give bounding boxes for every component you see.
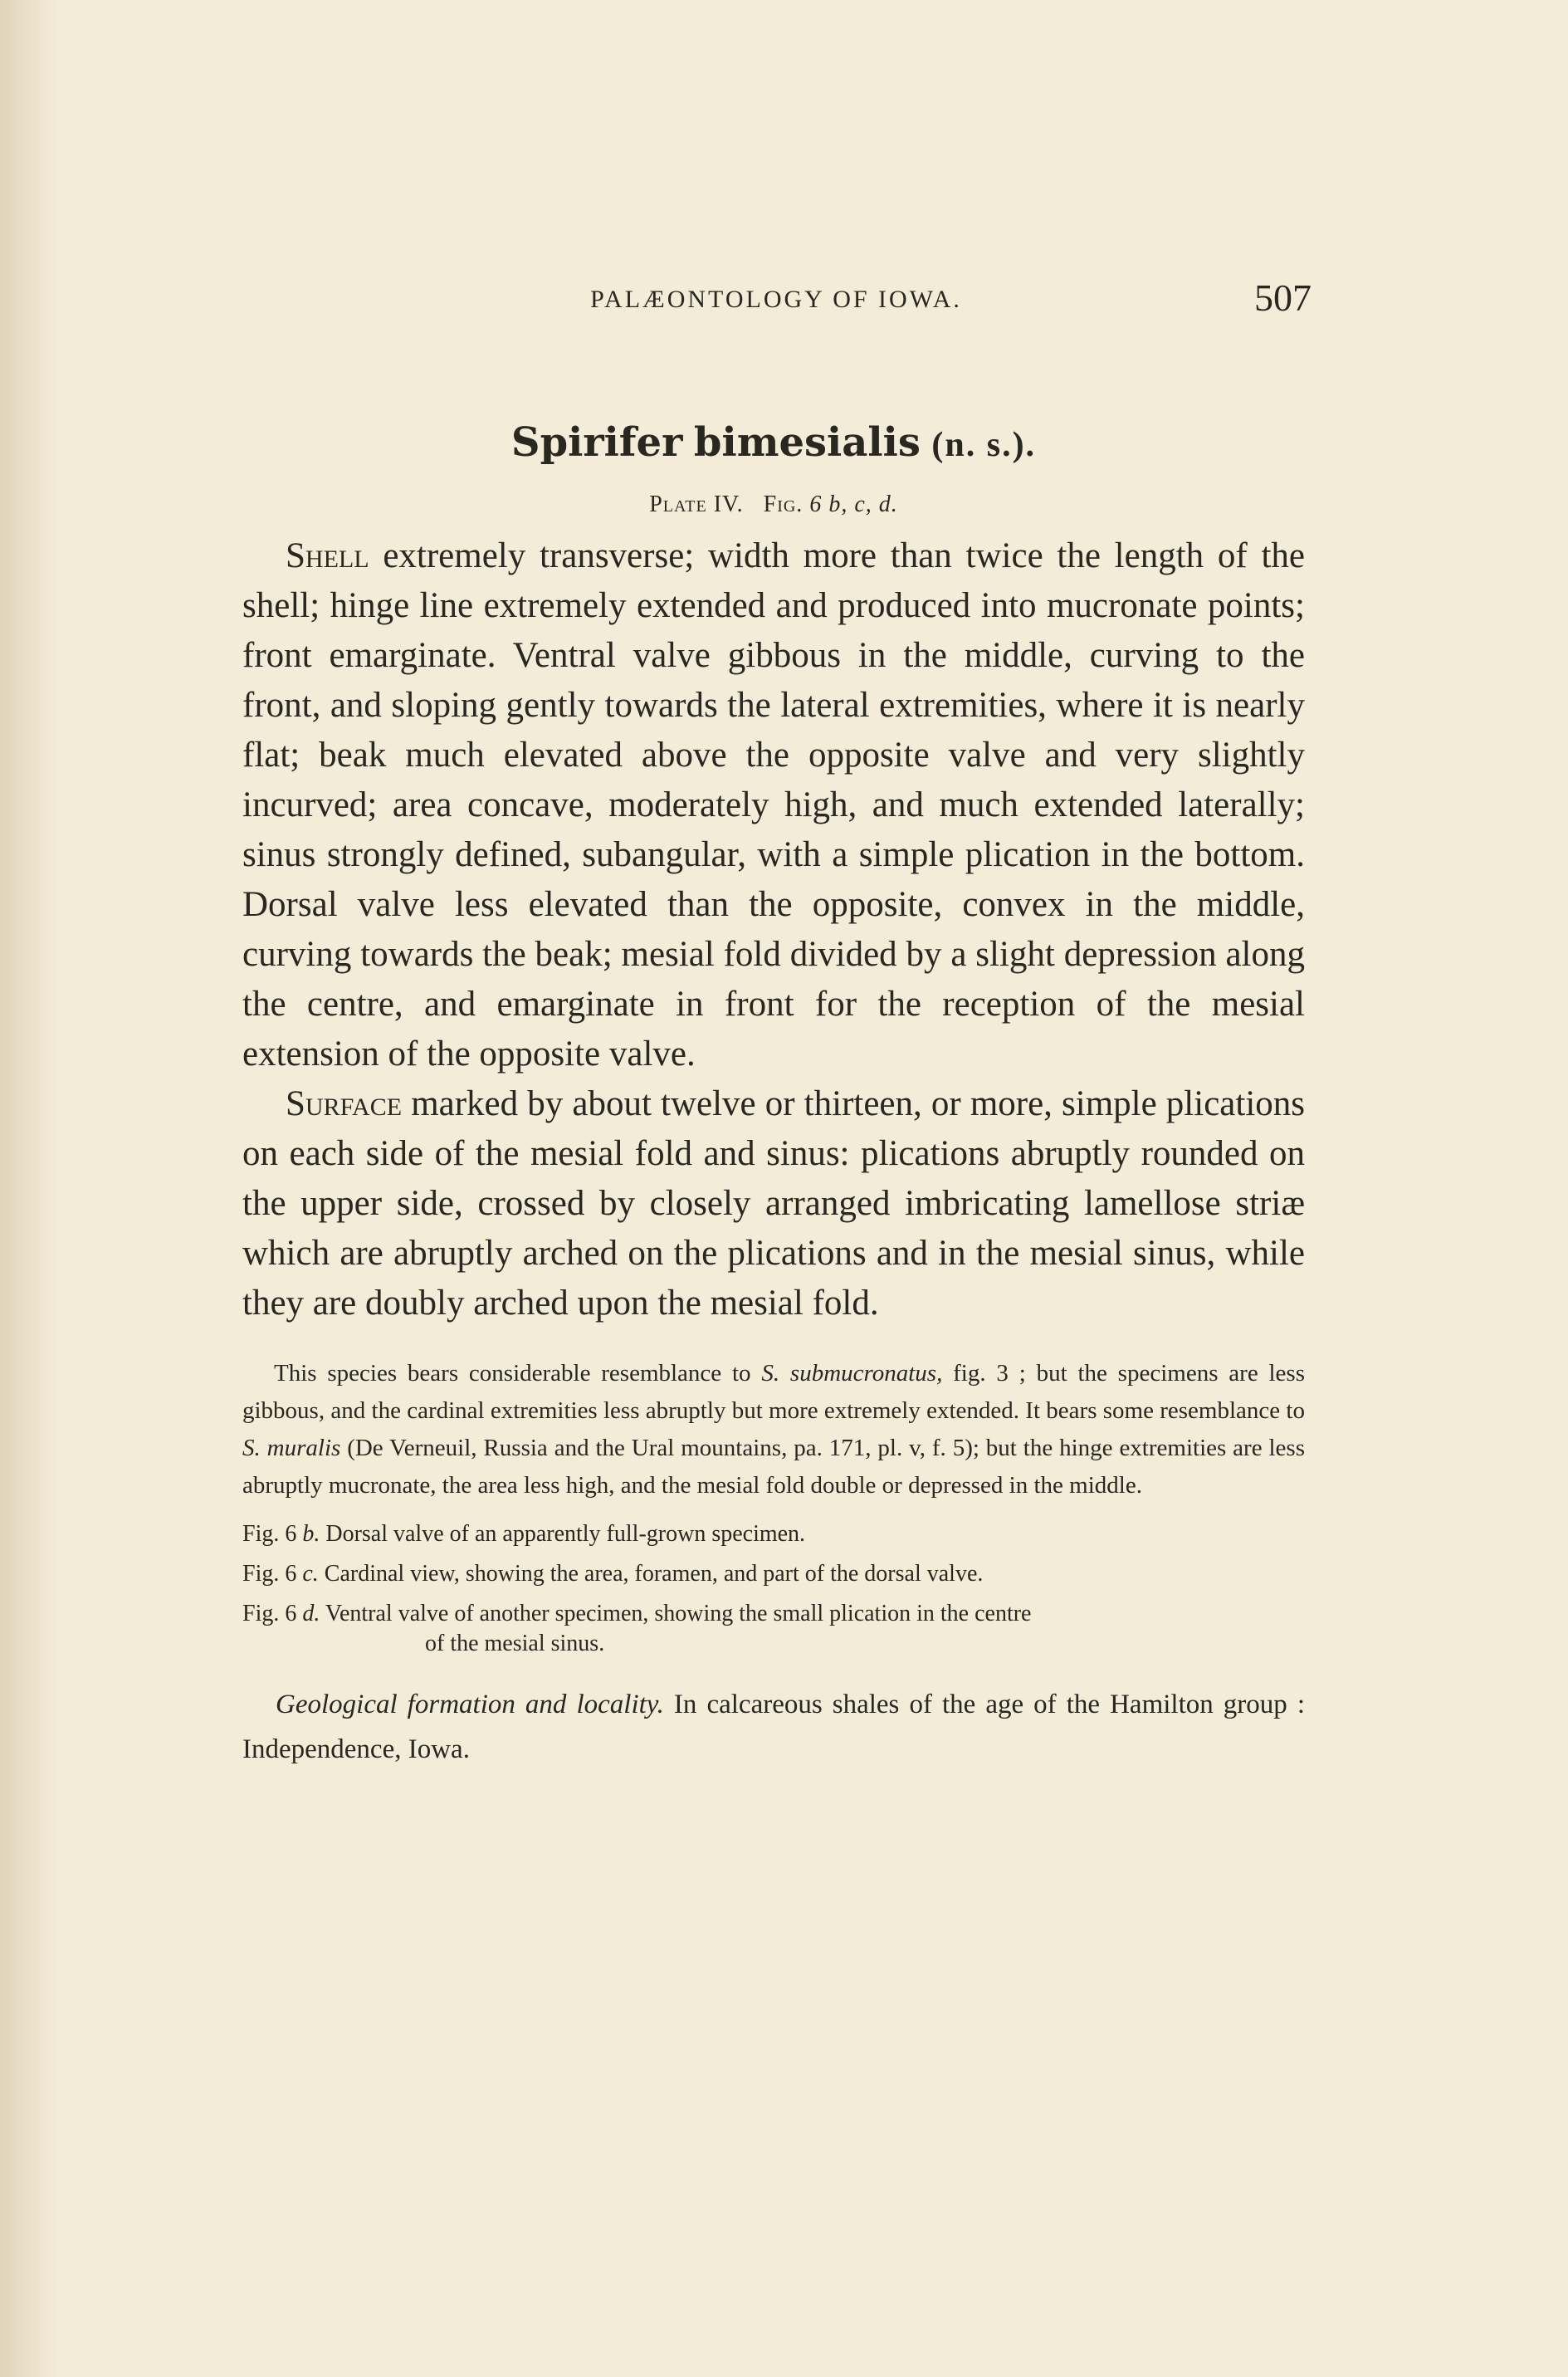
figure-text: Cardinal view, showing the area, foramen, and part of the dorsal valve. bbox=[324, 1561, 984, 1587]
species-epithet: bimesialis bbox=[693, 419, 921, 466]
figure-text: Ventral valve of another specimen, showing the small plication in the centre bbox=[325, 1601, 1032, 1626]
species-status: (n. s.). bbox=[931, 426, 1037, 464]
figure-caption bbox=[242, 1559, 1305, 1589]
species-genus: Spirifer bbox=[510, 419, 683, 466]
figure-text-continued: of the mesial sinus. bbox=[425, 1631, 605, 1656]
figure-text: Dorsal valve of an apparently full-grown specimen. bbox=[325, 1521, 806, 1547]
figure-caption bbox=[242, 1599, 1305, 1659]
figure-list bbox=[242, 1519, 1305, 1659]
note-part-1: This species bears considerable resemblance to bbox=[274, 1360, 751, 1387]
plate-number: IV. bbox=[713, 492, 744, 517]
geological-locality bbox=[242, 1682, 1305, 1772]
running-head bbox=[241, 276, 1312, 325]
figure-label: Fig. 6 bbox=[242, 1601, 297, 1626]
page-edge-shadow bbox=[0, 0, 58, 2377]
shell-description bbox=[242, 531, 1305, 1079]
figure-label: Fig. 6 bbox=[242, 1521, 297, 1547]
note-part-2: fig. 3 ; but the specimens are less gibbous, and the cardinal extremities less abruptly but more extremely extended. It bears some resemblance to bbox=[242, 1360, 1305, 1424]
surface-description bbox=[242, 1079, 1305, 1328]
page-number: 507 bbox=[1254, 276, 1312, 319]
note-ref-2: S. muralis bbox=[242, 1435, 341, 1461]
shell-lead: Shell bbox=[286, 536, 369, 575]
geology-label: Geological formation and locality. bbox=[276, 1690, 664, 1719]
figure-letter: b. bbox=[302, 1521, 320, 1547]
figure-letter: d. bbox=[302, 1601, 320, 1626]
plate-reference bbox=[242, 492, 1305, 518]
surface-text: marked by about twelve or thirteen, or more, simple plications on each side of the mesial fold and sinus: plications abruptly rounded on the upper side, crossed by closely arranged imbricating lamellose striæ which are abruptly arched on the plications and in the mesial sinus, while they are doubly arched upon the mesial fold. bbox=[242, 1084, 1306, 1323]
figure-caption bbox=[242, 1519, 1305, 1549]
fig-label: Fig. bbox=[763, 492, 804, 517]
page-content bbox=[242, 415, 1305, 1799]
geology-text: In calcareous shales of the age of the Hamilton group : Independence, Iowa. bbox=[242, 1690, 1305, 1764]
surface-lead: Surface bbox=[286, 1084, 403, 1123]
species-title bbox=[242, 415, 1305, 467]
comparison-note bbox=[242, 1355, 1305, 1504]
shell-text: extremely transverse; width more than twice the length of the shell; hinge line extremely extended and produced into mucronate points; front emarginate. Ventral valve gibbous in the middle, curving to the front, and sloping gently towards the lateral extremities, where it is nearly flat; beak much elevated above the opposite valve and very slightly incurved; area concave, moderately high, and much extended laterally; sinus strongly defined, subangular, with a simple plication in the bottom. Dorsal valve less elevated than the opposite, convex in the middle, curving towards the beak; mesial fold divided by a slight depression along the centre, and emarginate in front for the reception of the mesial extension of the opposite valve. bbox=[242, 536, 1306, 1074]
figure-letter: c. bbox=[302, 1561, 319, 1587]
running-title: PALÆONTOLOGY OF IOWA. bbox=[590, 286, 962, 313]
figure-label: Fig. 6 bbox=[242, 1561, 297, 1587]
note-ref-1: S. submucronatus, bbox=[761, 1360, 943, 1387]
fig-refs: 6 b, c, d. bbox=[809, 492, 898, 517]
plate-label: Plate bbox=[649, 492, 707, 517]
note-part-3: (De Verneuil, Russia and the Ural mountains, pa. 171, pl. v, f. 5); but the hinge extremities are less abruptly mucronate, the area less high, and the mesial fold double or depressed in the middle. bbox=[242, 1435, 1305, 1499]
